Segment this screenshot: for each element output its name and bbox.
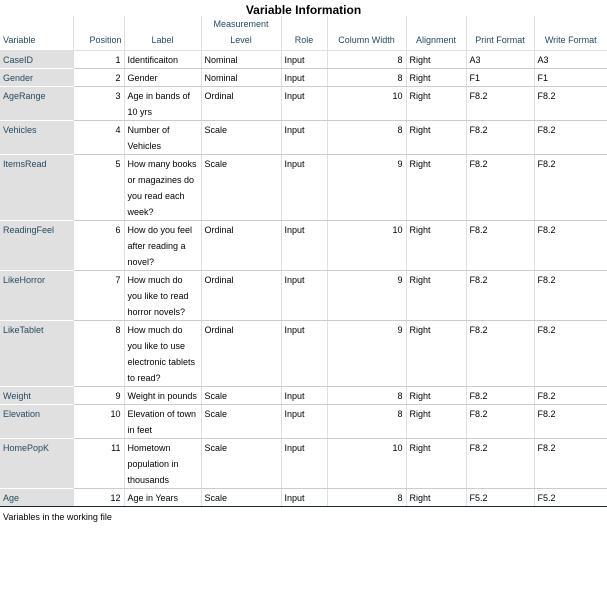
cell-label: Number of Vehicles xyxy=(124,121,201,155)
cell-position: 8 xyxy=(73,321,124,387)
cell-role: Input xyxy=(281,69,327,87)
cell-variable: Weight xyxy=(0,387,73,405)
cell-print-format: F8.2 xyxy=(466,87,534,121)
cell-print-format: F8.2 xyxy=(466,439,534,489)
cell-print-format: F8.2 xyxy=(466,271,534,321)
header-alignment: Alignment xyxy=(406,16,466,51)
cell-column-width: 10 xyxy=(327,221,406,271)
cell-print-format: A3 xyxy=(466,51,534,69)
cell-role: Input xyxy=(281,405,327,439)
cell-alignment: Right xyxy=(406,405,466,439)
cell-role: Input xyxy=(281,51,327,69)
table-row xyxy=(0,87,607,121)
cell-print-format: F8.2 xyxy=(466,121,534,155)
cell-alignment: Right xyxy=(406,221,466,271)
cell-label: How much do you like to read horror novels? xyxy=(124,271,201,321)
cell-column-width: 8 xyxy=(327,121,406,155)
cell-column-width: 9 xyxy=(327,155,406,221)
cell-position: 4 xyxy=(73,121,124,155)
cell-measurement: Scale xyxy=(201,405,281,439)
cell-write-format: F5.2 xyxy=(534,489,607,507)
cell-column-width: 8 xyxy=(327,489,406,507)
cell-label: Elevation of town in feet xyxy=(124,405,201,439)
header-label: Label xyxy=(124,16,201,51)
cell-write-format: F8.2 xyxy=(534,321,607,387)
cell-measurement: Nominal xyxy=(201,51,281,69)
cell-position: 7 xyxy=(73,271,124,321)
cell-position: 9 xyxy=(73,387,124,405)
cell-position: 12 xyxy=(73,489,124,507)
cell-position: 6 xyxy=(73,221,124,271)
cell-alignment: Right xyxy=(406,387,466,405)
cell-label: Identificaiton xyxy=(124,51,201,69)
cell-position: 5 xyxy=(73,155,124,221)
cell-label: How much do you like to use electronic tablets to read? xyxy=(124,321,201,387)
header-measurement-level xyxy=(201,16,281,51)
cell-measurement: Scale xyxy=(201,155,281,221)
header-write-format: Write Format xyxy=(534,16,607,51)
cell-print-format: F8.2 xyxy=(466,321,534,387)
table-row xyxy=(0,69,607,87)
cell-label: Age in Years xyxy=(124,489,201,507)
header-column-width: Column Width xyxy=(327,16,406,51)
cell-variable: Gender xyxy=(0,69,73,87)
cell-alignment: Right xyxy=(406,271,466,321)
cell-role: Input xyxy=(281,321,327,387)
cell-measurement: Scale xyxy=(201,489,281,507)
header-measurement-line1: Measurement xyxy=(213,19,269,29)
cell-print-format: F8.2 xyxy=(466,405,534,439)
cell-label: How many books or magazines do you read each week? xyxy=(124,155,201,221)
cell-label: Weight in pounds xyxy=(124,387,201,405)
table-row xyxy=(0,121,607,155)
cell-variable: LikeTablet xyxy=(0,321,73,387)
cell-measurement: Scale xyxy=(201,387,281,405)
cell-measurement: Ordinal xyxy=(201,271,281,321)
table-row xyxy=(0,155,607,221)
cell-position: 11 xyxy=(73,439,124,489)
cell-role: Input xyxy=(281,439,327,489)
cell-write-format: F8.2 xyxy=(534,87,607,121)
table-row xyxy=(0,271,607,321)
cell-role: Input xyxy=(281,87,327,121)
cell-alignment: Right xyxy=(406,87,466,121)
cell-column-width: 8 xyxy=(327,51,406,69)
cell-measurement: Scale xyxy=(201,439,281,489)
cell-variable: ReadingFeel xyxy=(0,221,73,271)
header-print-format: Print Format xyxy=(466,16,534,51)
cell-variable: Vehicles xyxy=(0,121,73,155)
cell-write-format: F8.2 xyxy=(534,271,607,321)
cell-column-width: 9 xyxy=(327,271,406,321)
header-row xyxy=(0,16,607,51)
cell-role: Input xyxy=(281,271,327,321)
cell-measurement: Nominal xyxy=(201,69,281,87)
cell-label: Gender xyxy=(124,69,201,87)
cell-column-width: 10 xyxy=(327,439,406,489)
cell-print-format: F8.2 xyxy=(466,155,534,221)
cell-role: Input xyxy=(281,121,327,155)
cell-alignment: Right xyxy=(406,51,466,69)
table-row xyxy=(0,321,607,387)
cell-alignment: Right xyxy=(406,489,466,507)
cell-position: 10 xyxy=(73,405,124,439)
cell-measurement: Ordinal xyxy=(201,87,281,121)
cell-role: Input xyxy=(281,489,327,507)
cell-write-format: F8.2 xyxy=(534,121,607,155)
cell-variable: LikeHorror xyxy=(0,271,73,321)
cell-print-format: F1 xyxy=(466,69,534,87)
cell-measurement: Scale xyxy=(201,121,281,155)
cell-write-format: F8.2 xyxy=(534,155,607,221)
cell-variable: CaseID xyxy=(0,51,73,69)
cell-print-format: F8.2 xyxy=(466,221,534,271)
cell-write-format: F8.2 xyxy=(534,439,607,489)
header-variable: Variable xyxy=(0,16,73,51)
cell-column-width: 8 xyxy=(327,387,406,405)
table-row xyxy=(0,489,607,507)
header-measurement-line2: Level xyxy=(230,35,252,45)
cell-variable: AgeRange xyxy=(0,87,73,121)
header-position: Position xyxy=(73,16,124,51)
cell-column-width: 8 xyxy=(327,69,406,87)
cell-write-format: A3 xyxy=(534,51,607,69)
table-row xyxy=(0,405,607,439)
cell-write-format: F1 xyxy=(534,69,607,87)
cell-variable: Age xyxy=(0,489,73,507)
cell-alignment: Right xyxy=(406,69,466,87)
cell-alignment: Right xyxy=(406,155,466,221)
cell-label: How do you feel after reading a novel? xyxy=(124,221,201,271)
cell-position: 3 xyxy=(73,87,124,121)
cell-role: Input xyxy=(281,387,327,405)
cell-measurement: Ordinal xyxy=(201,321,281,387)
cell-position: 1 xyxy=(73,51,124,69)
cell-column-width: 10 xyxy=(327,87,406,121)
cell-variable: ItemsRead xyxy=(0,155,73,221)
table-row xyxy=(0,51,607,69)
cell-column-width: 8 xyxy=(327,405,406,439)
cell-column-width: 9 xyxy=(327,321,406,387)
cell-variable: HomePopK xyxy=(0,439,73,489)
cell-write-format: F8.2 xyxy=(534,221,607,271)
cell-variable: Elevation xyxy=(0,405,73,439)
cell-role: Input xyxy=(281,221,327,271)
cell-alignment: Right xyxy=(406,321,466,387)
table-row xyxy=(0,439,607,489)
cell-role: Input xyxy=(281,155,327,221)
header-role: Role xyxy=(281,16,327,51)
table-title: Variable Information xyxy=(245,3,362,17)
variable-information-table xyxy=(0,16,607,507)
table-row xyxy=(0,221,607,271)
cell-alignment: Right xyxy=(406,121,466,155)
cell-write-format: F8.2 xyxy=(534,387,607,405)
cell-measurement: Ordinal xyxy=(201,221,281,271)
cell-position: 2 xyxy=(73,69,124,87)
cell-write-format: F8.2 xyxy=(534,405,607,439)
table-footnote: Variables in the working file xyxy=(3,512,112,522)
cell-print-format: F8.2 xyxy=(466,387,534,405)
cell-alignment: Right xyxy=(406,439,466,489)
cell-label: Hometown population in thousands xyxy=(124,439,201,489)
cell-print-format: F5.2 xyxy=(466,489,534,507)
cell-label: Age in bands of 10 yrs xyxy=(124,87,201,121)
table-row xyxy=(0,387,607,405)
